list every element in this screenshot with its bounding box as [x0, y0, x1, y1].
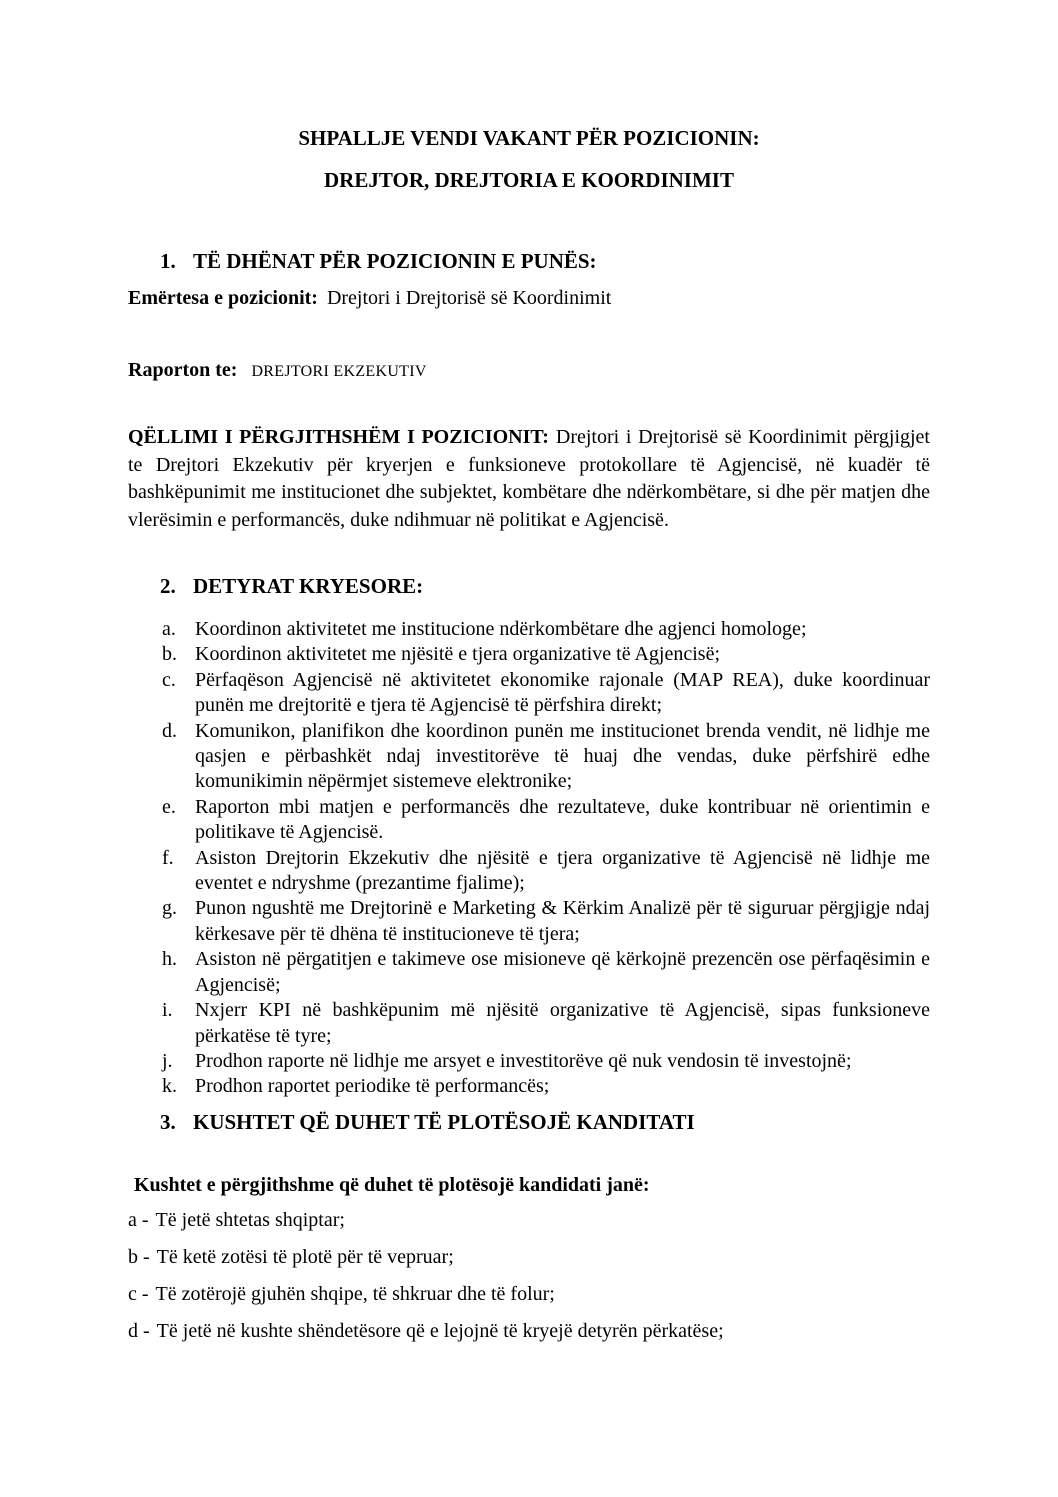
- section2-number: 2.: [160, 574, 176, 598]
- task-text: Komunikon, planifikon dhe koordinon punën me institucionet brenda vendit, në lidhje me qasjen e përbashkët ndaj investitorëve të huaj dhe vendas, duke përfshirë edhe komunikimin nëpërmjet sistemeve elektronike;: [195, 719, 930, 793]
- task-text: Asiston Drejtorin Ekzekutiv dhe njësitë e tjera organizative të Agjencisë në lidhje me eventet e ndryshme (prezantime fjalime);: [195, 846, 930, 895]
- section3-number: 3.: [160, 1110, 176, 1134]
- document-title-line1: SHPALLJE VENDI VAKANT PËR POZICIONIN:: [298, 126, 760, 150]
- purpose-text: Drejtori i Drejtorisë së Koordinimit përgjigjet te Drejtori Ekzekutiv për kryerjen e funksioneve protokollare të Agjencisë, në kuadër të bashkëpunimit me institucionet dhe subjektet, kombëtare dhe ndërkombëtare, si dhe për matjen dhe vlerësimin e performancës, duke ndihmuar në politikat e Agjencisë.: [128, 426, 930, 531]
- position-title-value: Drejtori i Drejtorisë së Koordinimit: [326, 287, 612, 309]
- tasks-list-container: [128, 617, 930, 1100]
- task-item-e: [128, 795, 930, 846]
- task-marker: a.: [162, 618, 176, 640]
- condition-item-b: [128, 1244, 930, 1270]
- task-marker: f.: [162, 846, 174, 869]
- section1-heading-text: TË DHËNAT PËR POZICIONIN E PUNËS:: [193, 249, 597, 273]
- task-item-c: [128, 668, 930, 719]
- section3-heading: [128, 1110, 930, 1135]
- condition-text: Të jetë shtetas shqiptar;: [155, 1209, 345, 1231]
- task-marker: g.: [162, 897, 177, 920]
- condition-text: Të jetë në kushte shëndetësore që e lejojnë të kryejë detyrën përkatëse;: [156, 1320, 724, 1342]
- task-text: Nxjerr KPI në bashkëpunim më njësitë organizative të Agjencisë, sipas funksioneve përkatëse të tyre;: [195, 999, 930, 1047]
- condition-marker: a -: [128, 1209, 149, 1231]
- general-conditions-subheading: Kushtet e përgjithshme që duhet të plotësojë kandidati janë:: [134, 1174, 650, 1196]
- task-marker: c.: [162, 668, 176, 691]
- task-text: Prodhon raporte në lidhje me arsyet e investitorëve që nuk vendosin të investojnë;: [195, 1049, 852, 1072]
- section1-heading: [128, 249, 930, 274]
- condition-marker: c -: [128, 1283, 149, 1305]
- task-item-a: [128, 617, 930, 642]
- task-item-f: [128, 846, 930, 897]
- task-text: Asiston në përgatitjen e takimeve ose misioneve që kërkojnë prezencën ose përfaqësimin e Agjencisë;: [195, 948, 930, 996]
- task-item-i: [128, 998, 930, 1049]
- task-text: Koordinon aktivitetet me institucione ndërkombëtare dhe agjenci homologe;: [195, 618, 807, 640]
- purpose-paragraph: [128, 424, 930, 534]
- reports-to-field: [128, 357, 930, 385]
- section3-heading-text: KUSHTET QË DUHET TË PLOTËSOJË KANDITATI: [193, 1110, 695, 1134]
- condition-text: Të zotërojë gjuhën shqipe, të shkruar dhe të folur;: [155, 1283, 555, 1305]
- task-marker: i.: [162, 999, 173, 1022]
- task-marker: h.: [162, 948, 177, 971]
- task-marker: b.: [162, 643, 177, 666]
- condition-marker: d -: [128, 1320, 150, 1342]
- purpose-label: QËLLIMI I PËRGJITHSHËM I POZICIONIT:: [128, 426, 549, 448]
- task-item-k: [128, 1074, 930, 1099]
- document-title-line2: DREJTOR, DREJTORIA E KOORDINIMIT: [324, 168, 734, 192]
- reports-to-value: DREJTORI EKZEKUTIV: [251, 363, 427, 380]
- position-title-label: Emërtesa e pozicionit:: [128, 287, 318, 309]
- reports-to-label: Raporton te:: [128, 359, 238, 381]
- task-item-b: [128, 642, 930, 667]
- section2-heading-text: DETYRAT KRYESORE:: [193, 574, 424, 598]
- tasks-list: [128, 617, 930, 1100]
- condition-item-a: [128, 1207, 930, 1233]
- task-item-d: [128, 719, 930, 795]
- task-text: Raporton mbi matjen e performancës dhe rezultateve, duke kontribuar në orientimin e politikave të Agjencisë.: [195, 795, 930, 844]
- task-item-h: [128, 947, 930, 998]
- task-marker: j.: [162, 1049, 173, 1072]
- task-item-j: [128, 1049, 930, 1074]
- task-item-g: [128, 896, 930, 947]
- condition-item-c: [128, 1281, 930, 1307]
- condition-text: Të ketë zotësi të plotë për të vepruar;: [156, 1246, 454, 1268]
- task-text: Përfaqëson Agjencisë në aktivitetet ekonomike rajonale (MAP REA), duke koordinuar punën me drejtoritë e tjera të Agjencisë të përfshira direkt;: [195, 668, 930, 717]
- position-title-field: [128, 285, 930, 311]
- task-marker: e.: [162, 795, 176, 818]
- condition-item-d: [128, 1318, 930, 1344]
- condition-marker: b -: [128, 1246, 150, 1268]
- task-text: Koordinon aktivitetet me njësitë e tjera organizative të Agjencisë;: [195, 643, 721, 666]
- section1-number: 1.: [160, 249, 176, 273]
- task-text: Punon ngushtë me Drejtorinë e Marketing & Kërkim Analizë për të siguruar përgjigje ndaj kërkesave për të dhëna të institucioneve të tjera;: [195, 897, 930, 945]
- task-marker: k.: [162, 1075, 177, 1098]
- task-marker: d.: [162, 719, 177, 742]
- task-text: Prodhon raportet periodike të performancës;: [195, 1075, 550, 1098]
- section2-heading: [128, 574, 930, 599]
